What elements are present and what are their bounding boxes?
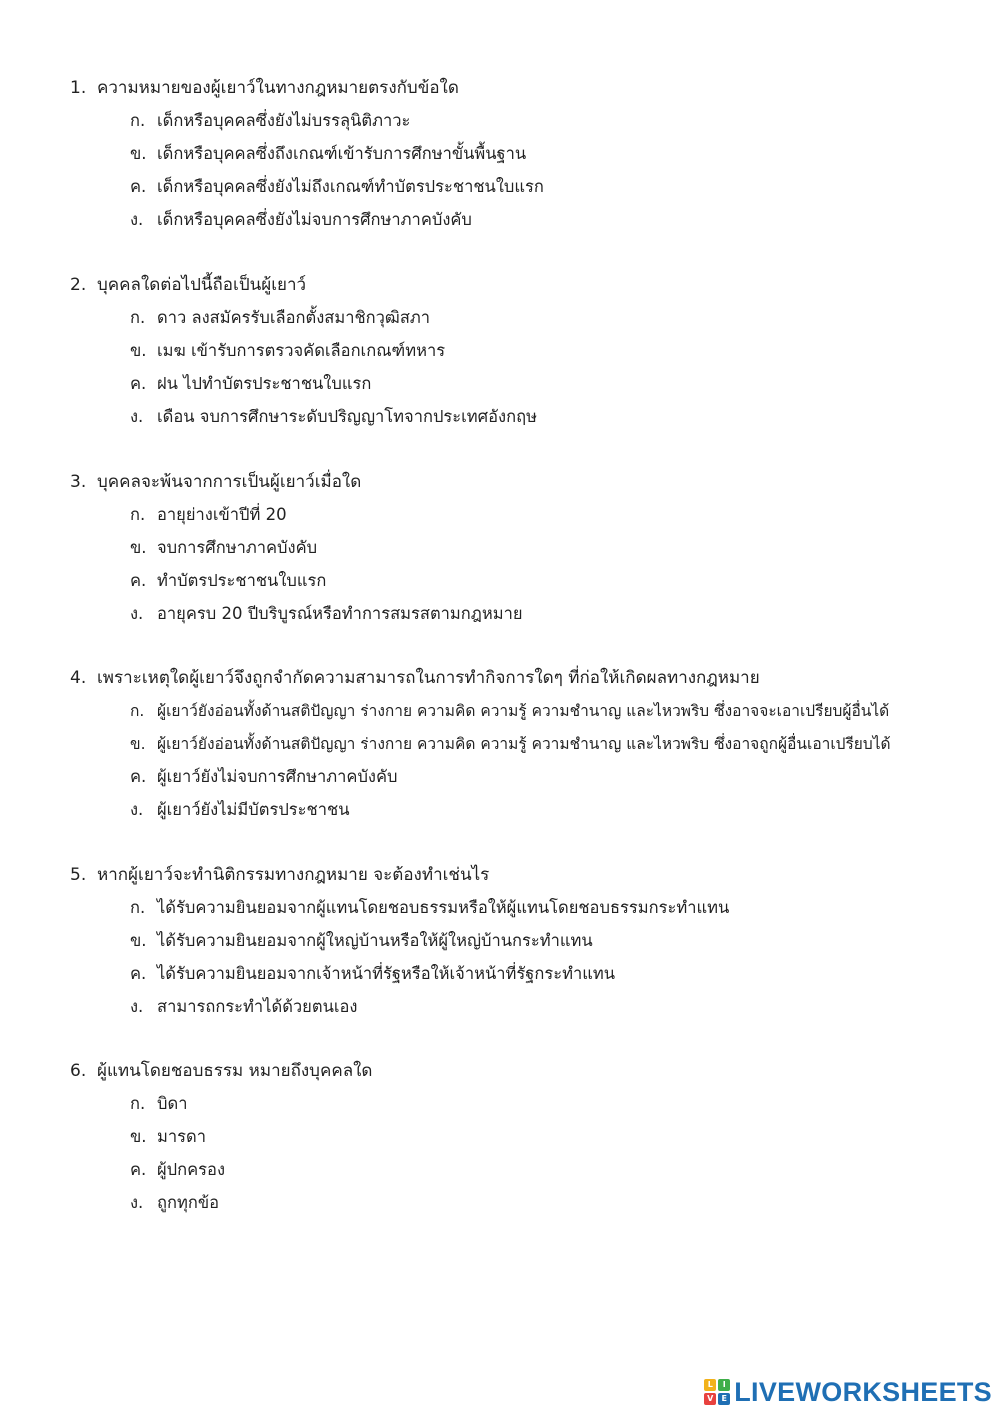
option-text: สามารถกระทำได้ด้วยตนเอง bbox=[157, 997, 358, 1016]
option-text: เด็กหรือบุคคลซึ่งยังไม่จบการศึกษาภาคบังคับ bbox=[157, 210, 472, 229]
mark-tile: I bbox=[718, 1379, 730, 1391]
option-letter: ข. bbox=[130, 144, 147, 163]
option-text: อายุย่างเข้าปีที่ 20 bbox=[157, 505, 287, 524]
question-text: ผู้แทนโดยชอบธรรม หมายถึงบุคคลใด bbox=[97, 1061, 373, 1081]
question-text: บุคคลใดต่อไปนี้ถือเป็นผู้เยาว์ bbox=[97, 275, 307, 295]
mark-tile: V bbox=[704, 1393, 716, 1405]
brand-wordmark: LIVEWORKSHEETS bbox=[734, 1376, 992, 1407]
question-number: 4. bbox=[70, 668, 87, 688]
option-text: ผู้เยาว์ยังไม่จบการศึกษาภาคบังคับ bbox=[157, 767, 398, 786]
option-letter: ค. bbox=[130, 964, 147, 983]
option-letter: ข. bbox=[130, 538, 147, 557]
option-text: เด็กหรือบุคคลซึ่งยังไม่บรรลุนิติภาวะ bbox=[157, 111, 411, 130]
question-number: 6. bbox=[70, 1061, 87, 1081]
option-letter: ข. bbox=[130, 1127, 147, 1146]
question-text: ความหมายของผู้เยาว์ในทางกฎหมายตรงกับข้อใด bbox=[97, 78, 459, 98]
option-text: ผู้เยาว์ยังอ่อนทั้งด้านสติปัญญา ร่างกาย ความคิด ความรู้ ความชำนาญ และไหวพริบ ซึ่งอาจจะเอาเปรียบผู้อื่นได้ bbox=[157, 702, 890, 720]
question-text: หากผู้เยาว์จะทำนิติกรรมทางกฎหมาย จะต้องทำเช่นไร bbox=[97, 865, 490, 885]
option-letter: ก. bbox=[130, 702, 145, 720]
option-text: ทำบัตรประชาชนใบแรก bbox=[157, 571, 327, 590]
option-text: จบการศึกษาภาคบังคับ bbox=[157, 538, 318, 557]
option-text: เด็กหรือบุคคลซึ่งถึงเกณฑ์เข้ารับการศึกษาขั้นพื้นฐาน bbox=[157, 144, 527, 163]
option-letter: ง. bbox=[130, 210, 144, 229]
option-letter: ง. bbox=[130, 1193, 144, 1212]
mark-tile: E bbox=[718, 1393, 730, 1405]
question-text: บุคคลจะพ้นจากการเป็นผู้เยาว์เมื่อใด bbox=[97, 472, 362, 492]
option-letter: ข. bbox=[130, 735, 146, 753]
option-letter: ก. bbox=[130, 111, 146, 130]
option-text: เด็กหรือบุคคลซึ่งยังไม่ถึงเกณฑ์ทำบัตรประชาชนใบแรก bbox=[157, 177, 544, 196]
option-letter: ก. bbox=[130, 898, 146, 917]
option-letter: ก. bbox=[130, 308, 146, 327]
option-letter: ง. bbox=[130, 997, 144, 1016]
option-text: ได้รับความยินยอมจากเจ้าหน้าที่รัฐหรือให้เจ้าหน้าที่รัฐกระทำแทน bbox=[157, 964, 616, 983]
mark-tile: L bbox=[704, 1379, 716, 1391]
option-text: ฝน ไปทำบัตรประชาชนใบแรก bbox=[157, 374, 372, 393]
question-number: 2. bbox=[70, 275, 87, 295]
option-letter: ค. bbox=[130, 374, 147, 393]
option-text: บิดา bbox=[157, 1094, 188, 1113]
option-text: ผู้เยาว์ยังอ่อนทั้งด้านสติปัญญา ร่างกาย ความคิด ความรู้ ความชำนาญ และไหวพริบ ซึ่งอาจถูกผู้อื่นเอาเปรียบได้ bbox=[157, 735, 891, 753]
question-text: เพราะเหตุใดผู้เยาว์จึงถูกจำกัดความสามารถในการทำกิจการใดๆ ที่ก่อให้เกิดผลทางกฎหมาย bbox=[97, 668, 760, 688]
option-letter: ก. bbox=[130, 1094, 146, 1113]
option-letter: ข. bbox=[130, 341, 147, 360]
option-text: ได้รับความยินยอมจากผู้แทนโดยชอบธรรมหรือให้ผู้แทนโดยชอบธรรมกระทำแทน bbox=[157, 898, 730, 917]
option-text: ได้รับความยินยอมจากผู้ใหญ่บ้านหรือให้ผู้ใหญ่บ้านกระทำแทน bbox=[157, 931, 593, 950]
option-text: เมฆ เข้ารับการตรวจคัดเลือกเกณฑ์ทหาร bbox=[157, 341, 446, 360]
option-text: ผู้เยาว์ยังไม่มีบัตรประชาชน bbox=[157, 800, 350, 819]
liveworksheets-logo bbox=[704, 1377, 992, 1407]
option-letter: ค. bbox=[130, 571, 147, 590]
option-letter: ค. bbox=[130, 177, 147, 196]
option-letter: ค. bbox=[130, 767, 147, 786]
option-letter: ค. bbox=[130, 1160, 147, 1179]
option-letter: ง. bbox=[130, 800, 144, 819]
question-number: 1. bbox=[70, 78, 87, 98]
option-letter: ง. bbox=[130, 407, 144, 426]
liveworksheets-mark-icon bbox=[704, 1379, 730, 1405]
question-number: 5. bbox=[70, 865, 87, 885]
option-text: มารดา bbox=[157, 1127, 206, 1146]
option-text: อายุครบ 20 ปีบริบูรณ์หรือทำการสมรสตามกฎหมาย bbox=[157, 604, 523, 623]
question-number: 3. bbox=[70, 472, 87, 492]
option-letter: ก. bbox=[130, 505, 146, 524]
option-text: ผู้ปกครอง bbox=[157, 1160, 225, 1179]
option-text: ถูกทุกข้อ bbox=[157, 1193, 220, 1212]
option-text: ดาว ลงสมัครรับเลือกตั้งสมาชิกวุฒิสภา bbox=[157, 308, 431, 327]
option-letter: ข. bbox=[130, 931, 147, 950]
option-text: เดือน จบการศึกษาระดับปริญญาโทจากประเทศอังกฤษ bbox=[157, 407, 537, 426]
option-letter: ง. bbox=[130, 604, 144, 623]
